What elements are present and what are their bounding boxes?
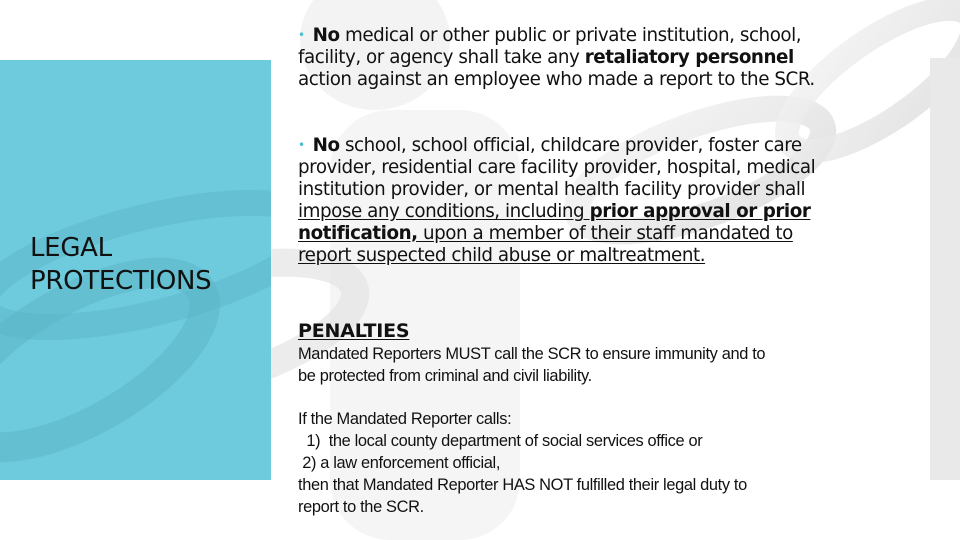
penalties-line: report to the SCR. [298,498,424,516]
bullet-line [298,223,793,245]
penalties-line: then that Mandated Reporter HAS NOT fulfilled their legal duty to [298,476,747,494]
bullet-line [298,245,705,267]
text-run: institution provider, or mental health facility provider shall [298,179,806,200]
text-run: impose any conditions, including [298,201,590,222]
bullet-line [298,69,815,91]
bullet-line [298,47,794,69]
text-run: school, school official, childcare provider, foster care [339,135,802,156]
bullet-dot-icon: • [298,28,305,42]
bullet-line [298,201,810,223]
bullet-line [298,157,815,179]
penalties-line: If the Mandated Reporter calls: [298,410,512,428]
bold-text: prior approval or prior [589,201,811,222]
bold-text: retaliatory personnel [584,47,794,68]
bullet-line [298,25,801,48]
penalties-line: 2) a law enforcement official, [298,454,501,472]
bold-text: No [312,25,340,46]
text-run: medical or other public or private institution, school, [339,25,802,46]
penalties-line: be protected from criminal and civil liability. [298,367,592,385]
bold-text: No [312,135,340,156]
bold-text: notification, [298,223,418,244]
penalties-line: Mandated Reporters MUST call the SCR to ensure immunity and to [298,345,766,363]
penalties-heading: PENALTIES [298,320,410,342]
text-run: facility, or agency shall take any [298,47,585,68]
text-run: report suspected child abuse or maltreatment. [298,245,706,266]
text-run: upon a member of their staff mandated to [417,223,793,244]
slide-title-line: LEGAL [30,233,112,263]
bullet-dot-icon: • [298,138,305,152]
penalties-line: 1) the local county department of social services office or [298,432,703,450]
slide-title-line: PROTECTIONS [30,266,212,296]
right-edge-strip [930,58,960,480]
slide-title [30,232,211,298]
text-run: provider, residential care facility provider, hospital, medical [298,157,816,178]
bullet-line [298,135,802,158]
title-panel [0,60,271,480]
text-run: action against an employee who made a report to the SCR. [298,69,815,90]
bullet-line [298,179,805,201]
